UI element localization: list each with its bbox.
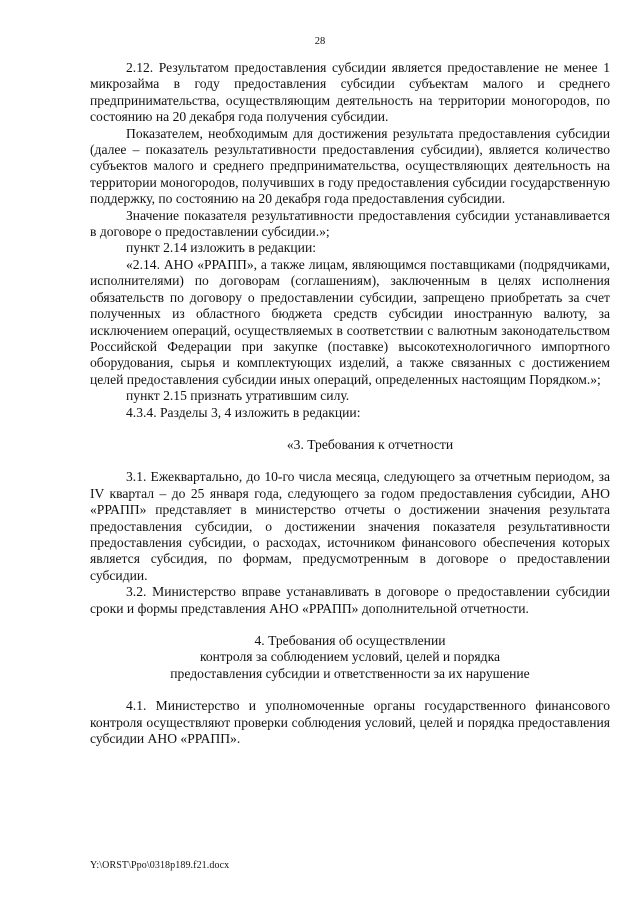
section-3-heading: «3. Требования к отчетности [286, 436, 454, 452]
paragraph-4-3-4: 4.3.4. Разделы 3, 4 изложить в редакции: [126, 404, 361, 420]
section-4-heading-line-1: 4. Требования об осуществлении [254, 633, 446, 648]
paragraph-3-1: 3.1. Ежеквартально, до 10-го числа месяца, следующего за отчетным периодом, за IV квартал – до 25 января года, следующего за годом предоставления субсидии, АНО «РРАПП» представляет в министерство отчеты о достижении значения результата предоставления субсидии, о достижении значения показателя результативности предоставления субсидии, о расходах, источником финансового обеспечения которых является субсидия, по формам, предусмотренным в договоре о предоставлении субсидии. [90, 469, 610, 583]
paragraph-4-1: 4.1. Министерство и уполномоченные органы государственного финансового контроля осуществляют проверки соблюдения условий, целей и порядка предоставления субсидии АНО «РРАПП». [90, 698, 610, 747]
paragraph-2-14: «2.14. АНО «РРАПП», а также лицам, являющимся поставщиками (подрядчиками, исполнителями) по договорам (соглашениям), заключенным в целях исполнения обязательств по договору о предоставлении субсидии, запрещено приобретать за счет полученных из областного бюджета средств субсидии иностранную валюту, за исключением операций, осуществляемых в соответствии с валютным законодательством Российской Федерации при закупке (поставке) высокотехнологичного импортного оборудования, сырья и комплектующих изделий, а также связанных с достижением целей предоставления субсидии иных операций, определенных настоящим Порядком.»; [90, 256, 610, 387]
paragraph-indicator-value: Значение показателя результативности предоставления субсидии устанавливается в договоре о предоставлении субсидии.»; [90, 207, 610, 240]
paragraph-2-14-intro: пункт 2.14 изложить в редакции: [126, 240, 317, 256]
paragraph-2-15: пункт 2.15 признать утратившим силу. [126, 388, 350, 404]
footer-file-path: Y:\ORST\Ppo\0318p189.f21.docx [90, 860, 230, 871]
page-number: 28 [314, 36, 326, 47]
paragraph-3-2: 3.2. Министерство вправе устанавливать в договоре о предоставлении субсидии сроки и формы представления АНО «РРАПП» дополнительной отчетности. [90, 584, 610, 616]
section-4-heading [90, 633, 610, 682]
document-body [90, 60, 610, 747]
section-4-heading-line-2: контроля за соблюдением условий, целей и порядка [199, 649, 501, 665]
paragraph-2-12: 2.12. Результатом предоставления субсидии является предоставление не менее 1 микрозайма в году предоставления субсидии субъектам малого и среднего предпринимательства, осуществляющим деятельность на территории моногородов, по состоянию на 20 декабря года получения субсидии. [90, 60, 610, 125]
paragraph-indicator: Показателем, необходимым для достижения результата предоставления субсидии (далее – показатель результативности предоставления субсидии), является количество субъектов малого и среднего предпринимательства, осуществляющих деятельность на территории моногородов, получивших в году предоставления субсидии государственную поддержку, по состоянию на 20 декабря года предоставления субсидии. [90, 125, 610, 207]
section-4-heading-line-3: предоставления субсидии и ответственности за их нарушение [170, 665, 530, 681]
